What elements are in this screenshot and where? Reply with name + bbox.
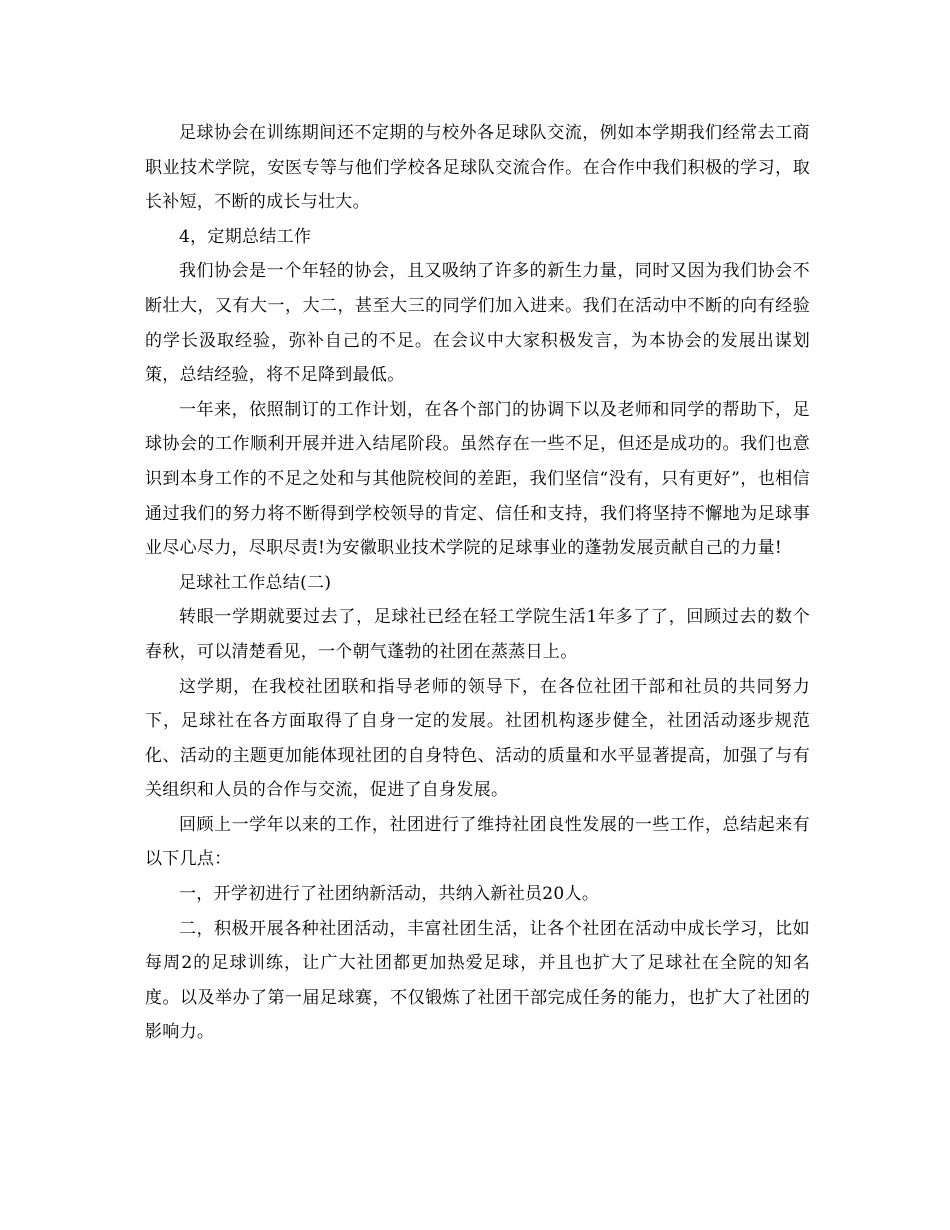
paragraph-point-two: 二，积极开展各种社团活动，丰富社团生活，让各个社团在活动中成长学习，比如每周2的足球训练，让广大社团都更加热爱足球，并且也扩大了足球社在全院的知名度。以及举办了第一届足球赛，不仅锻炼了社团干部完成任务的能力，也扩大了社团的影响力。: [145, 918, 810, 1043]
paragraph-young-association: 我们协会是一个年轻的协会，且又吸纳了许多的新生力量，同时又因为我们协会不断壮大，又有大一，大二，甚至大三的同学们加入进来。我们在活动中不断的向有经验的学长汲取经验，弥补自己的不足。在会议中大家积极发言，为本协会的发展出谋划策，总结经验，将不足降到最低。: [145, 261, 810, 386]
paragraph-review-points: 回顾上一学年以来的工作，社团进行了维持社团良性发展的一些工作，总结起来有以下几点：: [145, 814, 810, 870]
paragraph-year-review: 一年来，依照制订的工作计划，在各个部门的协调下以及老师和同学的帮助下，足球协会的工作顺利开展并进入结尾阶段。虽然存在一些不足，但还是成功的。我们也意识到本身工作的不足之处和与其他院校间的差距，我们坚信“没有，只有更好”，也相信通过我们的努力将不断得到学校领导的肯定、信任和支持，我们将坚持不懈地为足球事业尽心尽力，尽职尽责!为安徽职业技术学院的足球事业的蓬勃发展贡献自己的力量!: [145, 399, 810, 559]
section-heading-part-two: 足球社工作总结(二): [179, 572, 332, 593]
section-heading-summary: 4，定期总结工作: [179, 226, 312, 247]
document-body: [145, 116, 810, 1050]
paragraph-development: 这学期，在我校社团联和指导老师的领导下，在各位社团干部和社员的共同努力下，足球社在各方面取得了自身一定的发展。社团机构逐步健全，社团活动逐步规范化、活动的主题更加能体现社团的自身特色、活动的质量和水平显著提高，加强了与有关组织和人员的合作与交流，促进了自身发展。: [145, 676, 810, 801]
paragraph-semester: 转眼一学期就要过去了，足球社已经在轻工学院生活1年多了了，回顾过去的数个春秋，可以清楚看见，一个朝气蓬勃的社团在蒸蒸日上。: [145, 607, 810, 662]
paragraph-exchange: 足球协会在训练期间还不定期的与校外各足球队交流，例如本学期我们经常去工商职业技术学院，安医专等与他们学校各足球队交流合作。在合作中我们积极的学习，取长补短，不断的成长与壮大。: [145, 123, 810, 213]
paragraph-point-one: 一，开学初进行了社团纳新活动，共纳入新社员20人。: [179, 884, 600, 905]
